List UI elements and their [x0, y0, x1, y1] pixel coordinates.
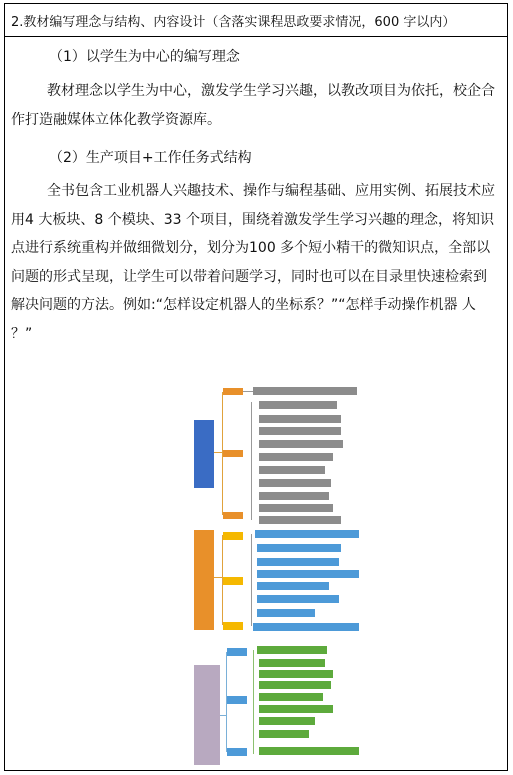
- mindmap-branch-node: [223, 512, 243, 519]
- mindmap-leaf-node: [259, 415, 341, 423]
- mindmap-leaf-node: [259, 440, 343, 448]
- mindmap-leaf-node: [259, 453, 333, 461]
- mindmap-leaf-node: [257, 570, 359, 578]
- mindmap-leaf-node: [259, 401, 337, 409]
- mindmap-leaf-node: [259, 730, 309, 738]
- point2-line: 问题的形式呈现，让学生可以带着问题学习，同时也可以在目录里快速检索到: [11, 268, 487, 285]
- point1-paragraph: [11, 77, 501, 134]
- point1-title: （1）以学生为中心的编写理念: [49, 49, 240, 65]
- mindmap-leaf-node: [259, 670, 333, 678]
- mindmap-leaf-node: [257, 558, 339, 566]
- mindmap-leaf-node: [259, 693, 323, 701]
- mindmap-root-node: [194, 665, 220, 765]
- point2-title: （2）生产项目+工作任务式结构: [49, 150, 252, 166]
- mindmap-leaf-node: [253, 623, 359, 631]
- mindmap-figure: [191, 382, 361, 767]
- point2-line: 解决问题的方法。例如:“怎样设定机器人的坐标系？”“怎样手动操作机器 人: [11, 297, 476, 313]
- mindmap-leaf-node: [255, 530, 359, 538]
- point2-line: 全书包含工业机器人兴趣技术、操作与编程基础、应用实例、拓展技术应: [47, 183, 495, 199]
- mindmap-root-node: [194, 420, 214, 488]
- mindmap-leaf-node: [253, 387, 357, 395]
- mindmap-leaf-node: [257, 646, 327, 654]
- mindmap-leaf-node: [259, 747, 359, 755]
- mindmap-branch-node: [227, 748, 247, 756]
- mindmap-leaf-node: [257, 595, 339, 603]
- mindmap-leaf-node: [259, 427, 341, 435]
- mindmap-branch-node: [223, 622, 243, 630]
- mindmap-leaf-node: [259, 516, 341, 524]
- mindmap-leaf-node: [257, 609, 315, 617]
- document-table: [4, 3, 508, 771]
- mindmap-leaf-node: [259, 705, 333, 713]
- mindmap-leaf-node: [259, 479, 331, 487]
- point2-line: 用4 大板块、8 个模块、33 个项目，围绕着激发学生学习兴趣的理念，将知识: [11, 211, 494, 228]
- point2-line: 点进行系统重构并做细微划分，划分为100 多个短小精干的微知识点，全部以: [11, 240, 491, 256]
- section-heading: 2.教材编写理念与结构、内容设计（含落实课程思政要求情况，600 字以内）: [11, 15, 456, 30]
- mindmap-leaf-node: [259, 504, 333, 512]
- mindmap-branch-node: [227, 696, 247, 704]
- point1-line1: 教材理念以学生为中心，激发学生学习兴趣，以教改项目为依托，校企合: [47, 83, 495, 99]
- mindmap-leaf-node: [259, 492, 329, 500]
- mindmap-leaf-node: [259, 659, 325, 667]
- mindmap-branch-node: [223, 577, 243, 585]
- mindmap-leaf-node: [259, 717, 315, 725]
- mindmap-branch-node: [223, 450, 243, 457]
- mindmap-root-node: [194, 530, 214, 630]
- heading-row: [5, 4, 507, 37]
- mindmap-branch-node: [223, 388, 243, 395]
- mindmap-branch-node: [223, 532, 243, 540]
- point1-line2: 作打造融媒体立体化教学资源库。: [11, 111, 221, 128]
- point2-paragraph: [11, 177, 501, 348]
- mindmap-leaf-node: [257, 582, 329, 590]
- mindmap-branch-node: [227, 648, 247, 656]
- mindmap-leaf-node: [259, 466, 325, 474]
- point2-line: ？”: [11, 325, 33, 342]
- mindmap-leaf-node: [259, 681, 331, 689]
- mindmap-leaf-node: [257, 544, 341, 552]
